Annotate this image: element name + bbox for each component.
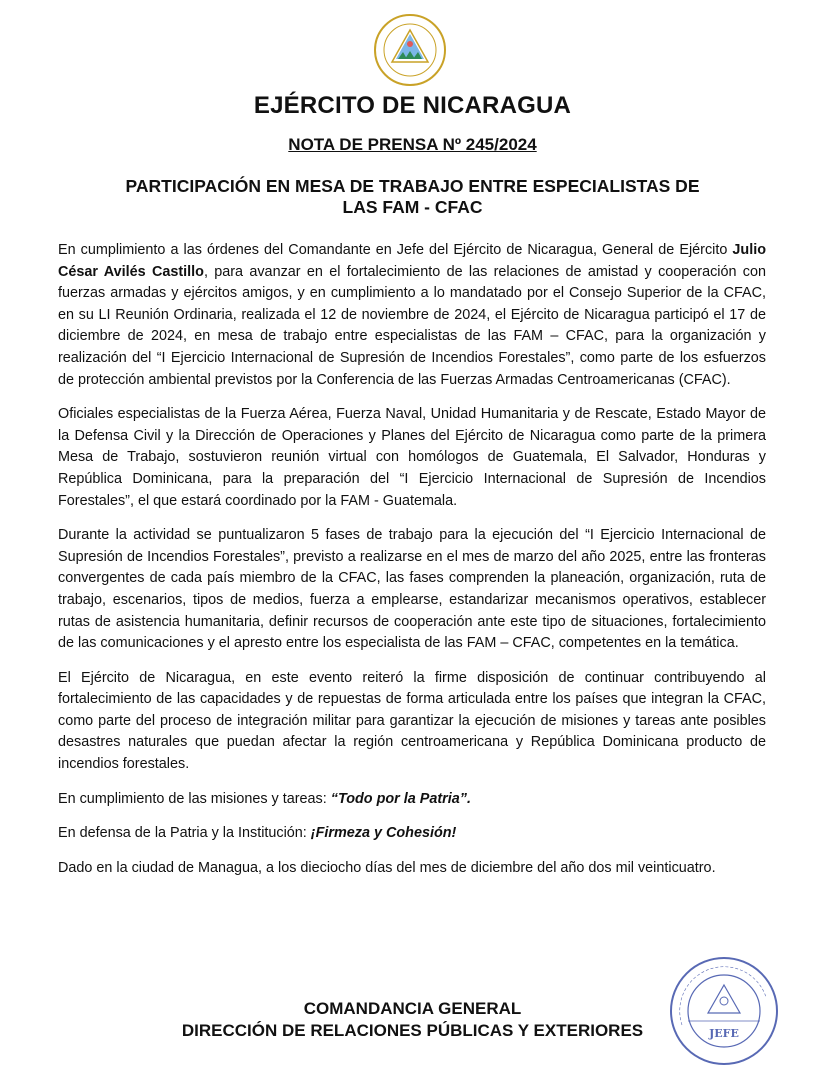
motto-todo-por-la-patria: “Todo por la Patria”.	[330, 790, 471, 807]
article-body	[58, 240, 766, 892]
press-note-number: NOTA DE PRENSA Nº 245/2024	[288, 135, 537, 154]
paragraph-3: Durante la actividad se puntualizaron 5 fases de trabajo para la ejecución del “I Ejercicio Internacional de Supresión de Incendios Forestales”, previsto a realizarse en el mes de marzo del año 2025, entre las fronteras convergentes de cada país miembro de la CFAC, las fases comprenden la planeación, organización, ruta de trabajo, escenarios, tipos de medios, fuerza a emplearse, estandarizar mecanismos operativos, establecer rutas de asistencia humanitaria, definir recursos de cooperación ante este tipo de situaciones, fortalecimiento de las comunicaciones y el apresto entre los especialista de las FAM – CFAC, competentes en la temática.	[58, 527, 766, 652]
paragraph-motto-1: En cumplimiento de las misiones y tareas: “Todo por la Patria”.	[58, 790, 471, 807]
headline-line-1: PARTICIPACIÓN EN MESA DE TRABAJO ENTRE ESPECIALISTAS DE	[125, 176, 700, 196]
document-title: EJÉRCITO DE NICARAGUA	[253, 92, 572, 119]
paragraph-2: Oficiales especialistas de la Fuerza Aérea, Fuerza Naval, Unidad Humanitaria y de Rescate, Estado Mayor de la Defensa Civil y la Dirección de Operaciones y Planes del Ejército de Nicaragua como parte de la primera Mesa de Trabajo, sostuvieron reunión virtual con homólogos de Guatemala, El Salvador, Honduras y República Dominicana, para la preparación del “I Ejercicio Internacional de Supresión de Incendios Forestales”, el que estará coordinado por la FAM - Guatemala.	[58, 406, 766, 509]
signature-line-2: DIRECCIÓN DE RELACIONES PÚBLICAS Y EXTERIORES	[181, 1021, 644, 1040]
national-seal-icon	[372, 12, 448, 88]
headline	[100, 176, 725, 218]
official-stamp-icon	[668, 955, 780, 1067]
commander-name: Julio César Avilés Castillo	[58, 242, 766, 280]
paragraph-4: El Ejército de Nicaragua, en este evento reiteró la firme disposición de continuar contribuyendo al fortalecimiento de las capacidades y de repuestas de forma articulada entre los países que integran la CFAC, como parte del proceso de integración militar para garantizar la ejecución de misiones y tareas ante posibles desastres naturales que puedan afectar la región centroamericana y República Dominicana producto de incendios forestales.	[58, 669, 766, 773]
stamp-jefe-label: JEFE	[709, 1027, 739, 1040]
headline-line-2: LAS FAM - CFAC	[342, 197, 483, 217]
paragraph-1: En cumplimiento a las órdenes del Comandante en Jefe del Ejército de Nicaragua, General de Ejército Julio César Avilés Castillo, para avanzar en el fortalecimiento de las relaciones de amistad y cooperación con fuerzas armadas y ejércitos amigos, y en cumplimiento a lo mandatado por el Consejo Superior de la CFAC, en su LI Reunión Ordinaria, realizada el 12 de noviembre de 2024, el Ejército de Nicaragua participó el 17 de diciembre de 2024, en mesa de trabajo entre especialistas de las FAM – CFAC, para la organización y realización del “I Ejercicio Internacional de Supresión de Incendios Forestales”, como parte de los esfuerzos de protección ambiental previstos por la Conferencia de las Fuerzas Armadas Centroamericanas (CFAC).	[58, 242, 766, 388]
paragraph-motto-2: En defensa de la Patria y la Institución: ¡Firmeza y Cohesión!	[58, 825, 457, 842]
signature-line-1: COMANDANCIA GENERAL	[303, 999, 522, 1018]
motto-firmeza-y-cohesion: ¡Firmeza y Cohesión!	[310, 825, 457, 842]
paragraph-closing: Dado en la ciudad de Managua, a los dieciocho días del mes de diciembre del año dos mil veinticuatro.	[58, 859, 716, 876]
